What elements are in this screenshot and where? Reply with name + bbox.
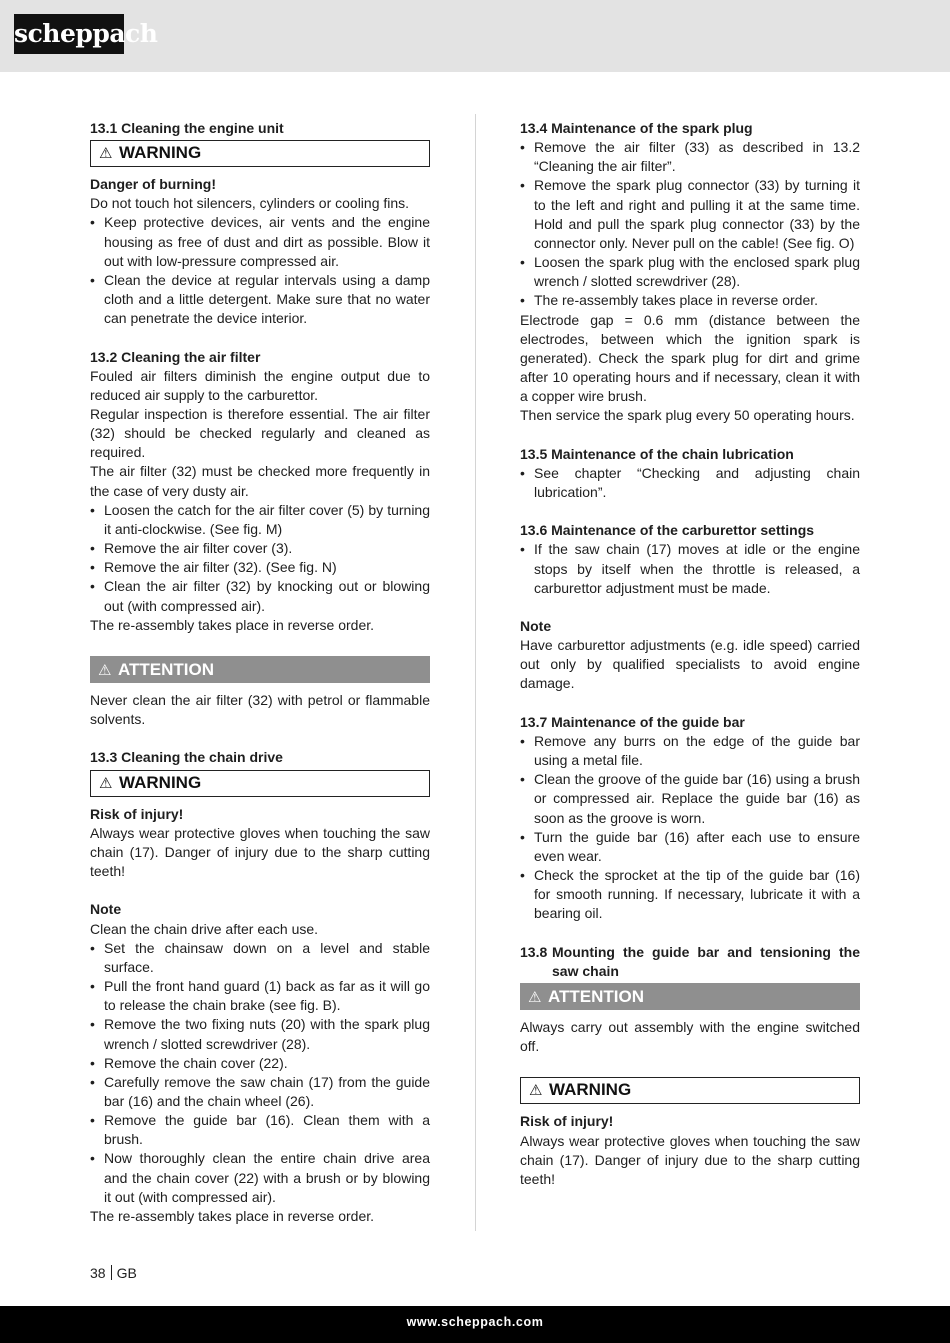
bullet-item: • Clean the device at regular intervals using a damp cloth and a little detergent. Make sure that no water can penetrate the device interior. [90,271,430,328]
bullet-item: • Remove the chain cover (22). [90,1054,430,1073]
paragraph: Then service the spark plug every 50 operating hours. [520,407,855,424]
paragraph: Do not touch hot silencers, cylinders or cooling fins. [90,195,410,212]
bullet-item: • If the saw chain (17) moves at idle or the engine stops by itself when the throttle is released, a carburettor adjustment must be made. [520,540,860,597]
warning-label: WARNING [119,143,202,163]
attention-box [520,983,860,1010]
page-number-footer [90,1264,137,1283]
warning-triangle-icon: ⚠ [99,144,113,163]
brand-logo: scheppach [14,14,124,54]
section-heading-13-3: 13.3 Cleaning the chain drive [90,749,283,766]
bullet-item: • Remove the air filter (33) as described in 13.2 “Cleaning the air filter”. [520,138,860,176]
footer-bar [0,1306,950,1343]
bullet-item: • See chapter “Checking and adjusting chain lubrication”. [520,464,860,502]
paragraph: Always carry out assembly with the engine switched off. [520,1018,860,1055]
risk-heading: Risk of injury! [90,805,184,822]
danger-heading: Danger of burning! [90,176,216,193]
bullet-item: • Turn the guide bar (16) after each use to ensure even wear. [520,828,860,866]
warning-box [90,770,430,797]
warning-label: WARNING [549,1080,632,1100]
paragraph: Clean the chain drive after each use. [90,920,319,937]
section-title: Mounting the guide bar and tensioning the saw chain [552,943,860,979]
paragraph: The re-assembly takes place in reverse order. [90,1207,375,1224]
section-heading-13-7: 13.7 Maintenance of the guide bar [520,713,745,730]
warning-triangle-icon: ⚠ [529,1081,543,1100]
bullet-item: • Remove the two fixing nuts (20) with the spark plug wrench / slotted screwdriver (28). [90,1015,430,1053]
bullet-item: • Carefully remove the saw chain (17) from the guide bar (16) and the chain wheel (26). [90,1073,430,1111]
paragraph: Regular inspection is therefore essential. The air filter (32) should be checked regularly and cleaned as required. [90,406,430,461]
section-heading-13-6: 13.6 Maintenance of the carburettor settings [520,522,815,539]
warning-triangle-icon: ⚠ [98,661,112,680]
warning-label: WARNING [119,772,202,792]
column-divider [475,114,476,1231]
paragraph: Always wear protective gloves when touching the saw chain (17). Danger of injury due to the sharp cutting teeth! [90,824,430,880]
paragraph: Fouled air filters diminish the engine output due to reduced air supply to the carburettor. [90,367,430,403]
bullet-item: • Remove any burrs on the edge of the guide bar using a metal file. [520,732,860,770]
bullet-item: • Keep protective devices, air vents and the engine housing as free of dust and dirt as possible. Blow it out with low-pressure compressed air. [90,213,430,270]
bullet-item: • Remove the air filter cover (3). [90,539,430,558]
section-heading-13-1: 13.1 Cleaning the engine unit [90,120,284,136]
bullet-item: • Pull the front hand guard (1) back as far as it will go to release the chain brake (see fig. B). [90,977,430,1015]
left-column [90,119,430,1226]
attention-label: ATTENTION [548,986,645,1006]
note-heading: Note [520,618,552,635]
paragraph: Never clean the air filter (32) with petrol or flammable solvents. [90,692,430,728]
bullet-item: • Loosen the spark plug with the enclosed spark plug wrench / slotted screwdriver (28). [520,253,860,291]
footer-separator [111,1265,112,1280]
section-heading-13-4: 13.4 Maintenance of the spark plug [520,120,753,136]
header-bar [0,0,950,72]
risk-heading: Risk of injury! [520,1113,614,1130]
attention-label: ATTENTION [118,660,215,680]
paragraph: Electrode gap = 0.6 mm (distance between the electrodes, between which the ignition spark is generated). Check the spark plug for dirt and grime after 10 operating hours and if necessary, clean it with a copper wire brush. [520,311,860,405]
section-heading-13-8 [520,943,860,981]
paragraph: Have carburettor adjustments (e.g. idle speed) carried out only by qualified specialists to avoid engine damage. [520,637,860,692]
right-column [520,119,860,1189]
warning-box [90,140,430,167]
warning-box [520,1077,860,1104]
paragraph: Always wear protective gloves when touching the saw chain (17). Danger of injury due to the sharp cutting teeth! [520,1132,860,1187]
bullet-item: • Now thoroughly clean the entire chain drive area and the chain cover (22) with a brush or by blowing it out (with compressed air). [90,1149,430,1206]
paragraph: The re-assembly takes place in reverse order. [90,616,375,633]
bullet-item: • Check the sprocket at the tip of the guide bar (16) for smooth running. If necessary, lubricate it with a bearing oil. [520,866,860,923]
attention-box [90,656,430,683]
bullet-item: • Remove the spark plug connector (33) by turning it to the left and right and pulling it at the same time. Hold and pull the spark plug connector (33) by the connector only. Never pull on the cable! (See fig. O) [520,176,860,253]
page-number: 38 [90,1265,106,1281]
website-link[interactable]: www.scheppach.com [406,1315,544,1329]
bullet-item: • Clean the air filter (32) by knocking out or blowing out (with compressed air). [90,577,430,615]
bullet-item: • Set the chainsaw down on a level and stable surface. [90,939,430,977]
paragraph: The air filter (32) must be checked more frequently in the case of very dusty air. [90,463,430,499]
note-heading: Note [90,901,122,918]
bullet-item: • Clean the groove of the guide bar (16) using a brush or compressed air. Replace the guide bar (16) as soon as the groove is worn. [520,770,860,827]
warning-triangle-icon: ⚠ [528,987,542,1006]
bullet-item: • Remove the guide bar (16). Clean them with a brush. [90,1111,430,1149]
warning-triangle-icon: ⚠ [99,773,113,792]
bullet-item: • Loosen the catch for the air filter cover (5) by turning it anti-clockwise. (See fig. M) [90,501,430,539]
section-heading-13-2: 13.2 Cleaning the air filter [90,348,261,365]
language-code: GB [116,1265,137,1281]
bullet-item: • The re-assembly takes place in reverse order. [520,291,860,310]
bullet-item: • Remove the air filter (32). (See fig. N) [90,558,430,577]
section-heading-13-5: 13.5 Maintenance of the chain lubrication [520,445,794,462]
section-number: 13.8 [520,943,548,960]
